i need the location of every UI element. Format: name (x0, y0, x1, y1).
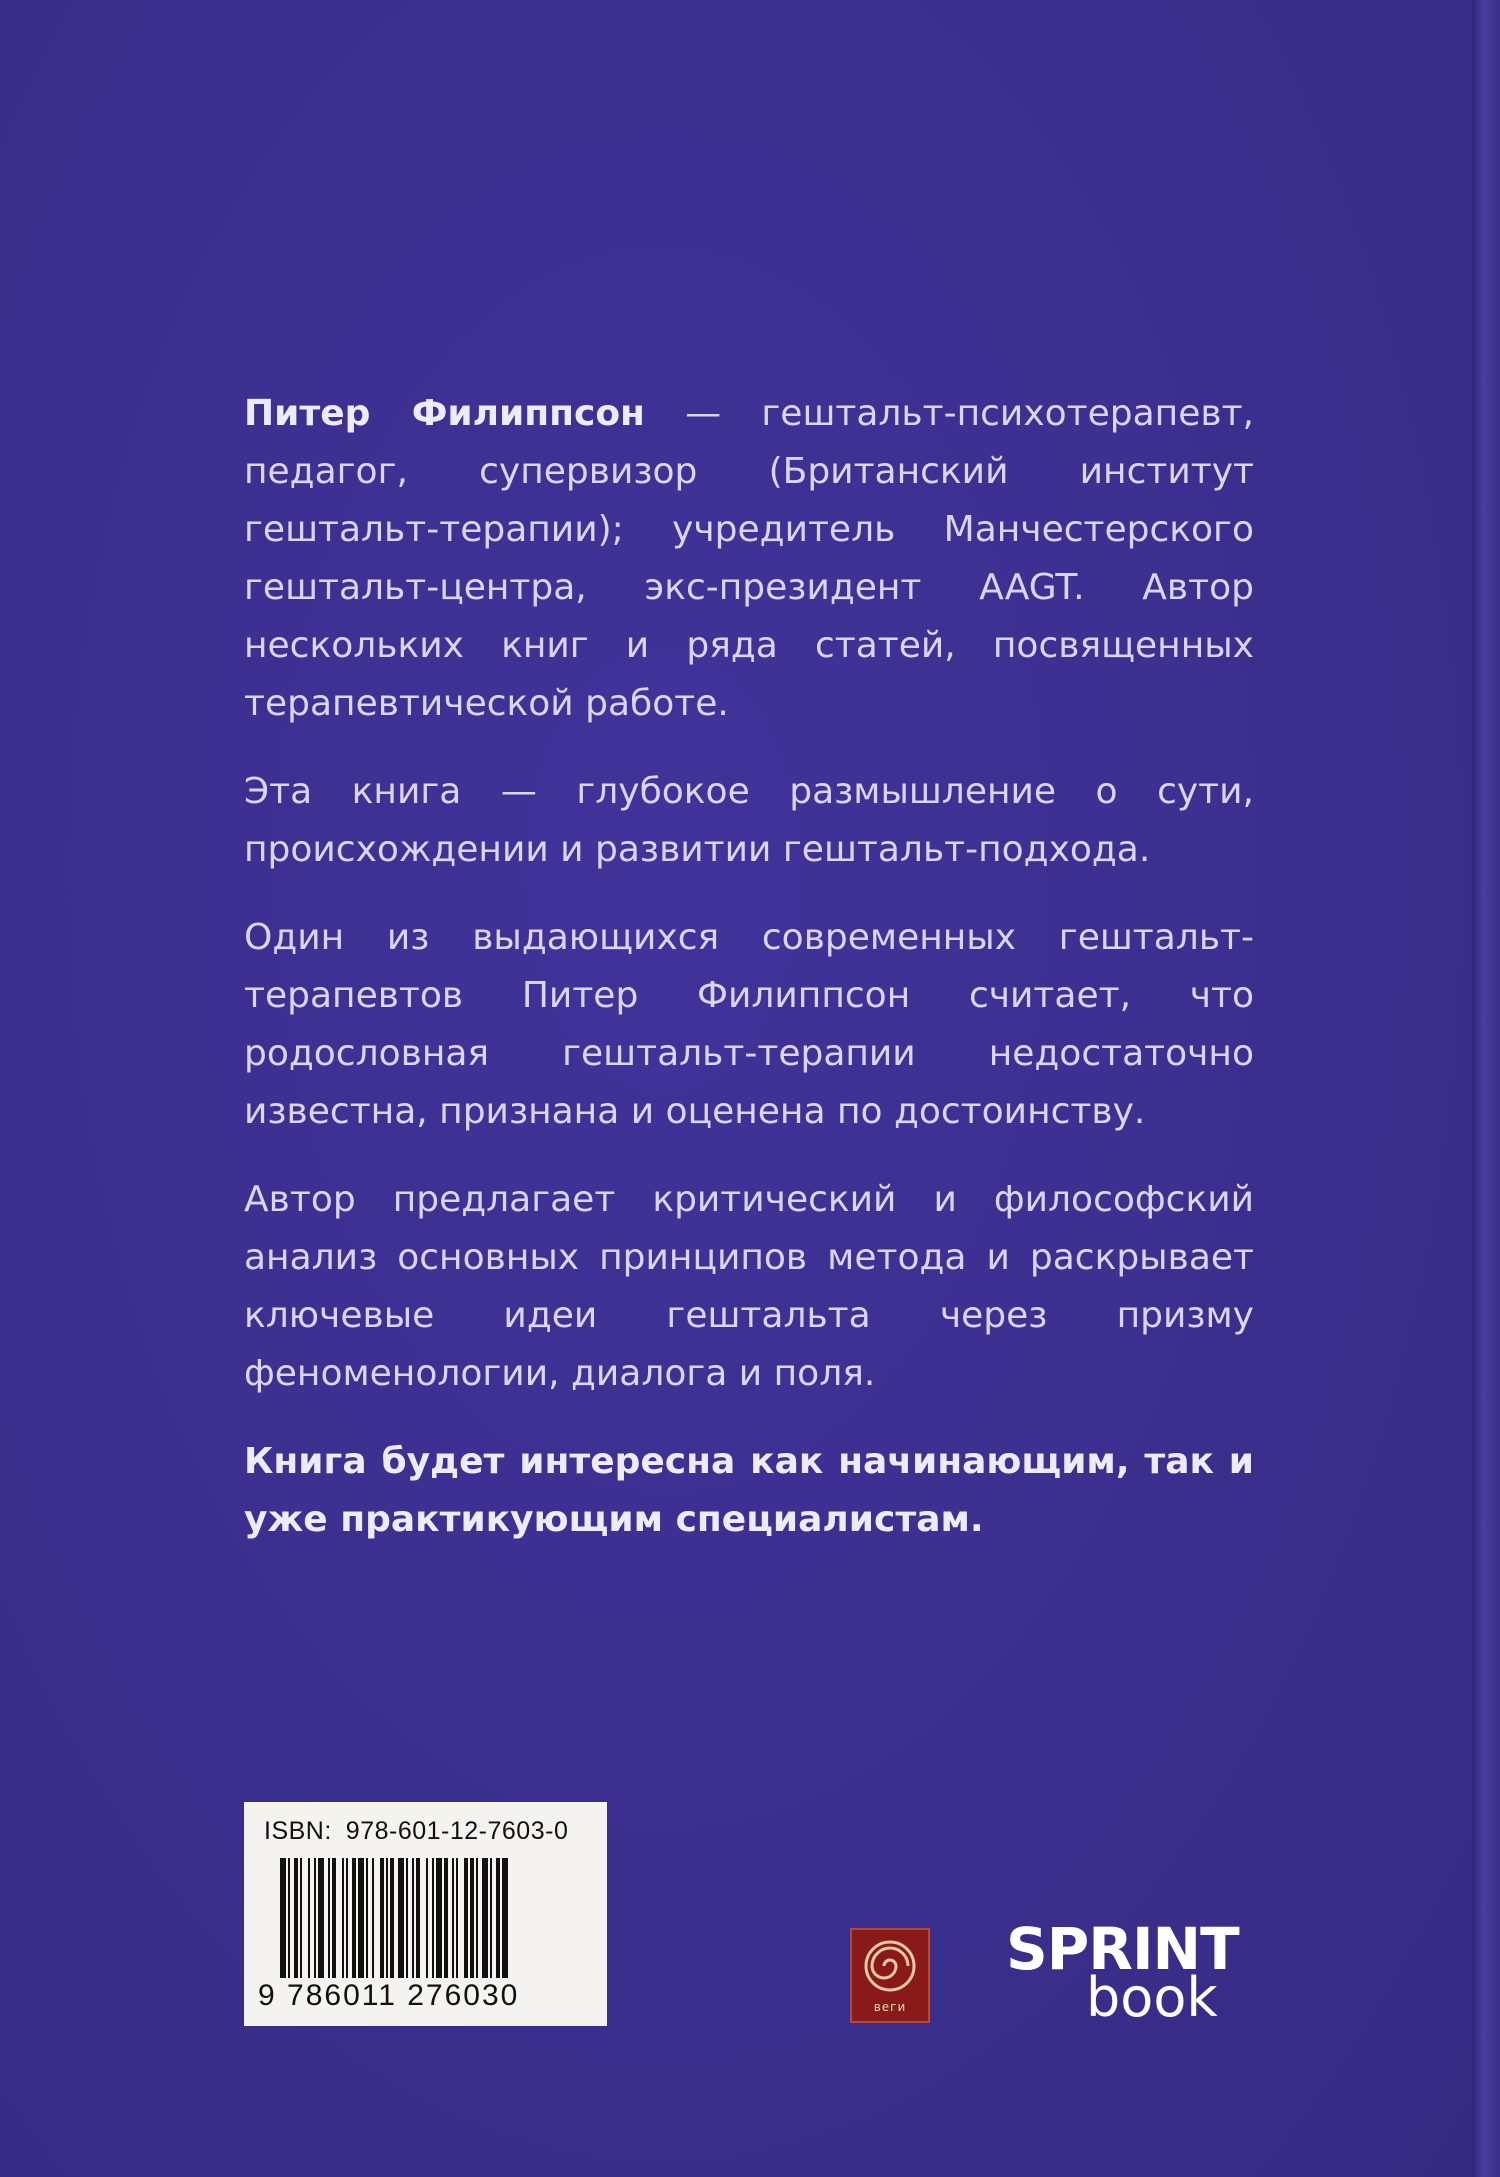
barcode-bar (406, 1858, 408, 1978)
description-paragraph-1: Эта книга — глубокое размышление о сути, происхождении и развитии гештальт-подхода. (244, 771, 1254, 870)
barcode-bar (464, 1858, 468, 1978)
about-author-paragraph (244, 385, 1254, 733)
barcode-digits: 9 786011 276030 (258, 1979, 520, 2012)
barcode-bar (332, 1858, 336, 1978)
imprint-logo (1006, 1915, 1256, 2029)
imprint-word-book: book (1086, 1966, 1218, 2029)
imprint-word-sprint: SPRINT (1006, 1915, 1239, 1983)
description-paragraph-2: Один из выдающихся современных гештальт-терапевтов Питер Филиппсон считает, что родословная гештальт-терапии недостаточно известна, признана и оценена по достоинству. (244, 917, 1254, 1132)
isbn-barcode-label (244, 1802, 607, 2026)
barcode-bar (412, 1858, 414, 1978)
barcode-graphic (280, 1858, 570, 1978)
barcode-bar (436, 1858, 442, 1978)
author-name: Питер Филиппсон (244, 393, 645, 434)
barcode-bar (502, 1858, 508, 1978)
barcode-bar (380, 1858, 384, 1978)
barcode-bar (280, 1858, 286, 1978)
barcode-bar (490, 1858, 492, 1978)
barcode-bar (342, 1858, 344, 1978)
barcode-bar (476, 1858, 478, 1978)
barcode-bar (328, 1858, 330, 1978)
publisher-name: веги (873, 2000, 907, 2014)
barcode-bar (372, 1858, 374, 1978)
barcode-bar (398, 1858, 404, 1978)
barcode-bar (470, 1858, 474, 1978)
isbn-label: ISBN: (264, 1817, 332, 1845)
barcode-bar (300, 1858, 302, 1978)
spiral-icon (852, 1930, 928, 2000)
barcode-bar (314, 1858, 316, 1978)
barcode-bar (416, 1858, 420, 1978)
barcode-bar (288, 1858, 290, 1978)
barcode-bar (432, 1858, 434, 1978)
barcode-bar (308, 1858, 310, 1978)
isbn-value: 978-601-12-7603-0 (345, 1817, 569, 1845)
barcode-bar (426, 1858, 428, 1978)
spine-edge (1472, 0, 1500, 2177)
barcode-bar (496, 1858, 500, 1978)
barcode-bar (444, 1858, 448, 1978)
barcode-bar (358, 1858, 364, 1978)
barcode-bar (482, 1858, 488, 1978)
barcode-bar (346, 1858, 348, 1978)
barcode-bar (456, 1858, 458, 1978)
publisher-logo (850, 1928, 930, 2023)
cover-text (244, 385, 1254, 1579)
barcode-bars (280, 1858, 570, 1978)
barcode-bar (386, 1858, 388, 1978)
barcode-bar (366, 1858, 368, 1978)
isbn-line (264, 1816, 587, 1846)
closing-paragraph: Книга будет интересна как начинающим, так и уже практикующим специалистам. (244, 1441, 1254, 1540)
barcode-bar (390, 1858, 394, 1978)
barcode-bar (318, 1858, 324, 1978)
barcode-bar (352, 1858, 356, 1978)
barcode-bar (294, 1858, 298, 1978)
barcode-bar (452, 1858, 454, 1978)
description-paragraph-3: Автор предлагает критический и философский анализ основных принципов метода и раскрывает ключевые идеи гештальта через призму феноменологии, диалога и поля. (244, 1179, 1254, 1394)
author-description: — гештальт-психотерапевт, педагог, супервизор (Британский институт гештальт-терапии); учредитель Манчестерского гештальт-центра, экс-президент AAGT. Автор нескольких книг и ряда статей, посвященных терапевтической работе. (244, 393, 1255, 724)
